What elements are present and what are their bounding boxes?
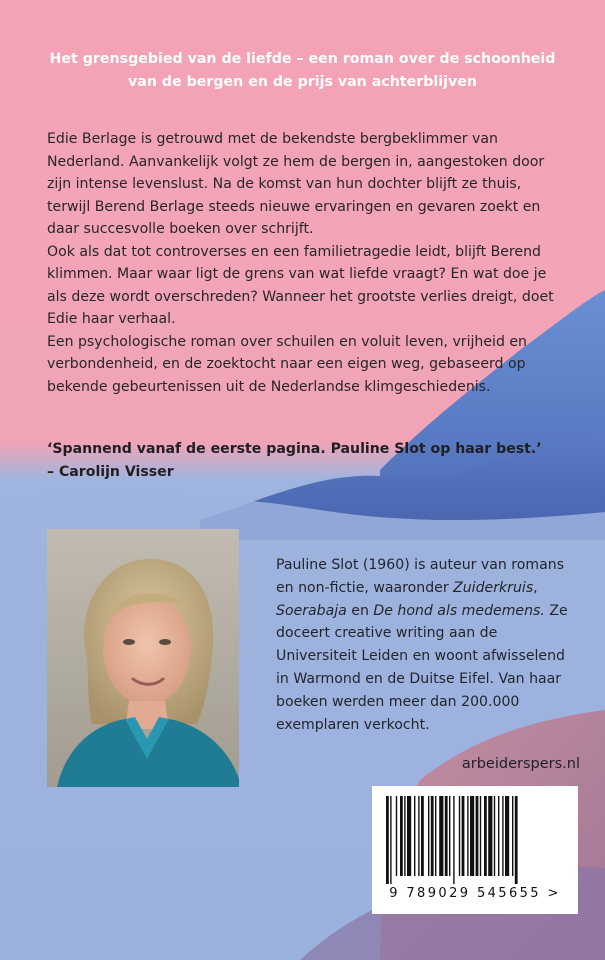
- bio-separator: en: [346, 602, 374, 619]
- barcode-bar: [390, 796, 391, 884]
- bio-book-title: Soerabaja: [276, 602, 347, 619]
- barcode-bar: [462, 796, 465, 876]
- barcode-bar: [498, 796, 499, 876]
- bio-book-title: Zuiderkruis: [453, 579, 534, 596]
- barcode-bar: [459, 796, 460, 876]
- book-blurb: [47, 128, 567, 398]
- barcode-bar: [502, 796, 503, 876]
- tagline-line-1: Het grensgebied van de liefde – een roman over de schoonheid: [49, 51, 556, 67]
- barcode-bar: [428, 796, 429, 876]
- barcode-bar: [400, 796, 403, 876]
- barcode-bar: [470, 796, 474, 876]
- barcode-bar: [512, 796, 513, 876]
- quote-attribution: – Carolijn Visser: [47, 463, 174, 480]
- barcode-bar: [449, 796, 450, 876]
- barcode-bars: [382, 796, 568, 884]
- bio-text: Ze doceert creative writing aan de Universiteit Leiden en woont afwisselend in Warmond en de Duitse Eifel. Van haar boeken werden meer dan 200.000 exemplaren verkocht.: [276, 602, 568, 733]
- barcode-bar: [431, 796, 434, 876]
- blurb-paragraph: Een psychologische roman over schuilen en voluit leven, vrijheid en verbondenheid, en de zoektocht naar een eigen weg, gebaseerd op bekende gebeurtenissen uit de Nederlandse klimgeschiedenis.: [47, 333, 527, 395]
- barcode-bar: [445, 796, 448, 876]
- barcode-bar: [396, 796, 397, 876]
- barcode-bar: [515, 796, 518, 884]
- barcode-bar: [439, 796, 443, 876]
- barcode-bar: [404, 796, 405, 876]
- barcode-bar: [421, 796, 424, 876]
- barcode-bar: [386, 796, 389, 884]
- tagline-line-2: van de bergen en de prijs van achterblijven: [128, 74, 477, 90]
- barcode-bar: [494, 796, 495, 876]
- barcode-bar: [453, 796, 454, 884]
- barcode-bar: [476, 796, 479, 876]
- isbn-number: 9 789029 545655 >: [389, 886, 561, 901]
- bio-separator: ,: [533, 579, 538, 596]
- author-photo: [47, 529, 239, 787]
- quote-text: ‘Spannend vanaf de eerste pagina. Pauline Slot op haar best.’: [47, 441, 542, 457]
- isbn-barcode: [372, 786, 578, 914]
- author-bio: [276, 554, 576, 736]
- bio-book-title: De hond als medemens.: [373, 602, 545, 619]
- barcode-bar: [435, 796, 436, 876]
- barcode-bar: [407, 796, 411, 876]
- blurb-paragraph: Edie Berlage is getrouwd met de bekendste bergbeklimmer van Nederland. Aanvankelijk volgt ze hem de bergen in, aangestoken door zijn intense levenslust. Na de komst van hun dochter blijft ze thuis, terwijl Berend Berlage steeds nieuwe ervaringen en gevaren zoekt en daar succesvolle boeken over schrijft.: [47, 131, 545, 237]
- barcode-bar: [505, 796, 509, 876]
- blurb-paragraph: Ook als dat tot controverses en een familietragedie leidt, blijft Berend klimmen. Maar waar ligt de grens van wat liefde vraagt? En wat doe je als deze wordt overschreden? Wanneer het grootste verlies dreigt, doet Edie haar verhaal.: [47, 243, 554, 327]
- publisher-url: arbeiderspers.nl: [461, 756, 580, 772]
- barcode-bar: [467, 796, 468, 876]
- barcode-bar: [480, 796, 481, 876]
- barcode-bar: [414, 796, 415, 876]
- barcode-bar: [418, 796, 419, 876]
- review-quote: [47, 438, 567, 483]
- bio-text: Pauline Slot (1960) is auteur van romans en non-fictie, waaronder: [276, 557, 565, 596]
- barcode-bar: [484, 796, 487, 876]
- barcode-bar: [488, 796, 492, 876]
- tagline: [30, 48, 575, 94]
